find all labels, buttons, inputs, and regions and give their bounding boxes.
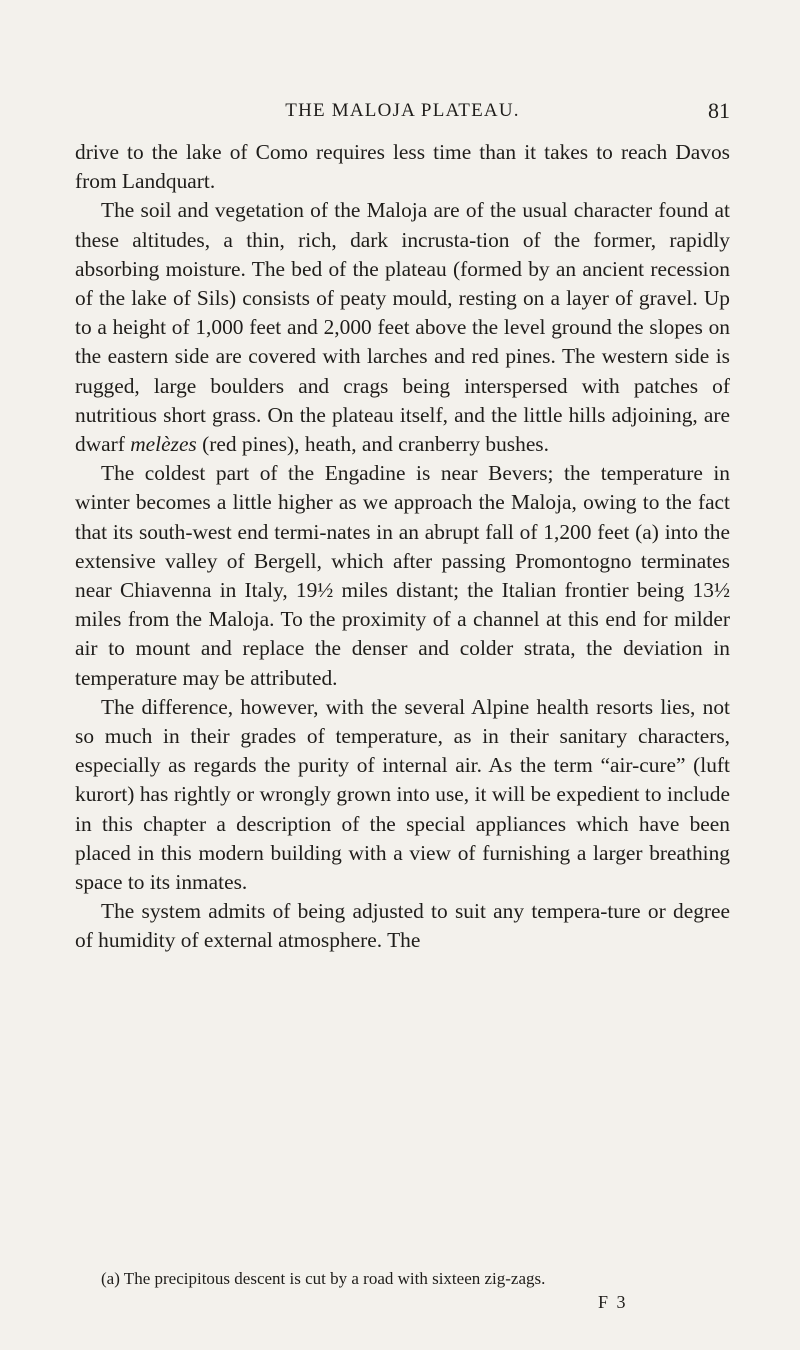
paragraph-system: The system admits of being adjusted to suit any tempera-ture or degree of humidity of external atmosphere. The	[75, 899, 730, 953]
paragraph-text: (red pines), heath, and cranberry bushes.	[196, 432, 549, 457]
italic-term: melèzes	[130, 432, 197, 457]
running-title: THE MALOJA PLATEAU.	[285, 100, 520, 121]
paragraph-text: The soil and vegetation of the Maloja are of the usual character found at these altitudes, a thin, rich, dark incrusta-tion of the former, rapidly absorbing moisture. The bed of the plateau (formed by an ancient recession of the lake of Sils) consists of peaty mould, resting on a layer of gravel. Up to a height of 1,000 feet and 2,000 feet above the level ground the slopes on the eastern side are covered with larches and red pines. The western side is rugged, large boulders and crags being interspersed with patches of nutritious short grass. On the plateau itself, and the little hills adjoining, are dwarf	[75, 198, 730, 457]
paragraph-continuation: drive to the lake of Como requires less time than it takes to reach Davos from Landquart.	[75, 140, 730, 194]
paragraph-temperature: The coldest part of the Engadine is near Bevers; the temperature in winter becomes a little higher as we approach the Maloja, owing to the fact that its south-west end termi-nates in an abrupt fall of 1,200 feet (a) into the extensive valley of Bergell, which after passing Promontogno terminates near Chiavenna in Italy, 19½ miles distant; the Italian frontier being 13½ miles from the Maloja. To the proximity of a channel at this end for milder air to mount and replace the denser and colder strata, the deviation in temperature may be attributed.	[75, 461, 730, 690]
body-text	[75, 138, 730, 956]
paragraph-soil-vegetation	[75, 196, 730, 459]
paragraph-health-resorts: The difference, however, with the several Alpine health resorts lies, not so much in their grades of temperature, as in their sanitary characters, especially as regards the purity of internal air. As the term “air-cure” (luft kurort) has rightly or wrongly grown into use, it will be expedient to include in this chapter a description of the special appliances which have been placed in this modern building with a view of furnishing a larger breathing space to its inmates.	[75, 694, 730, 895]
signature-mark: F 3	[598, 1292, 628, 1312]
running-head	[75, 98, 730, 128]
footnote: (a) The precipitous descent is cut by a road with sixteen zig-zags.	[101, 1269, 546, 1288]
page-number: 81	[708, 98, 730, 123]
